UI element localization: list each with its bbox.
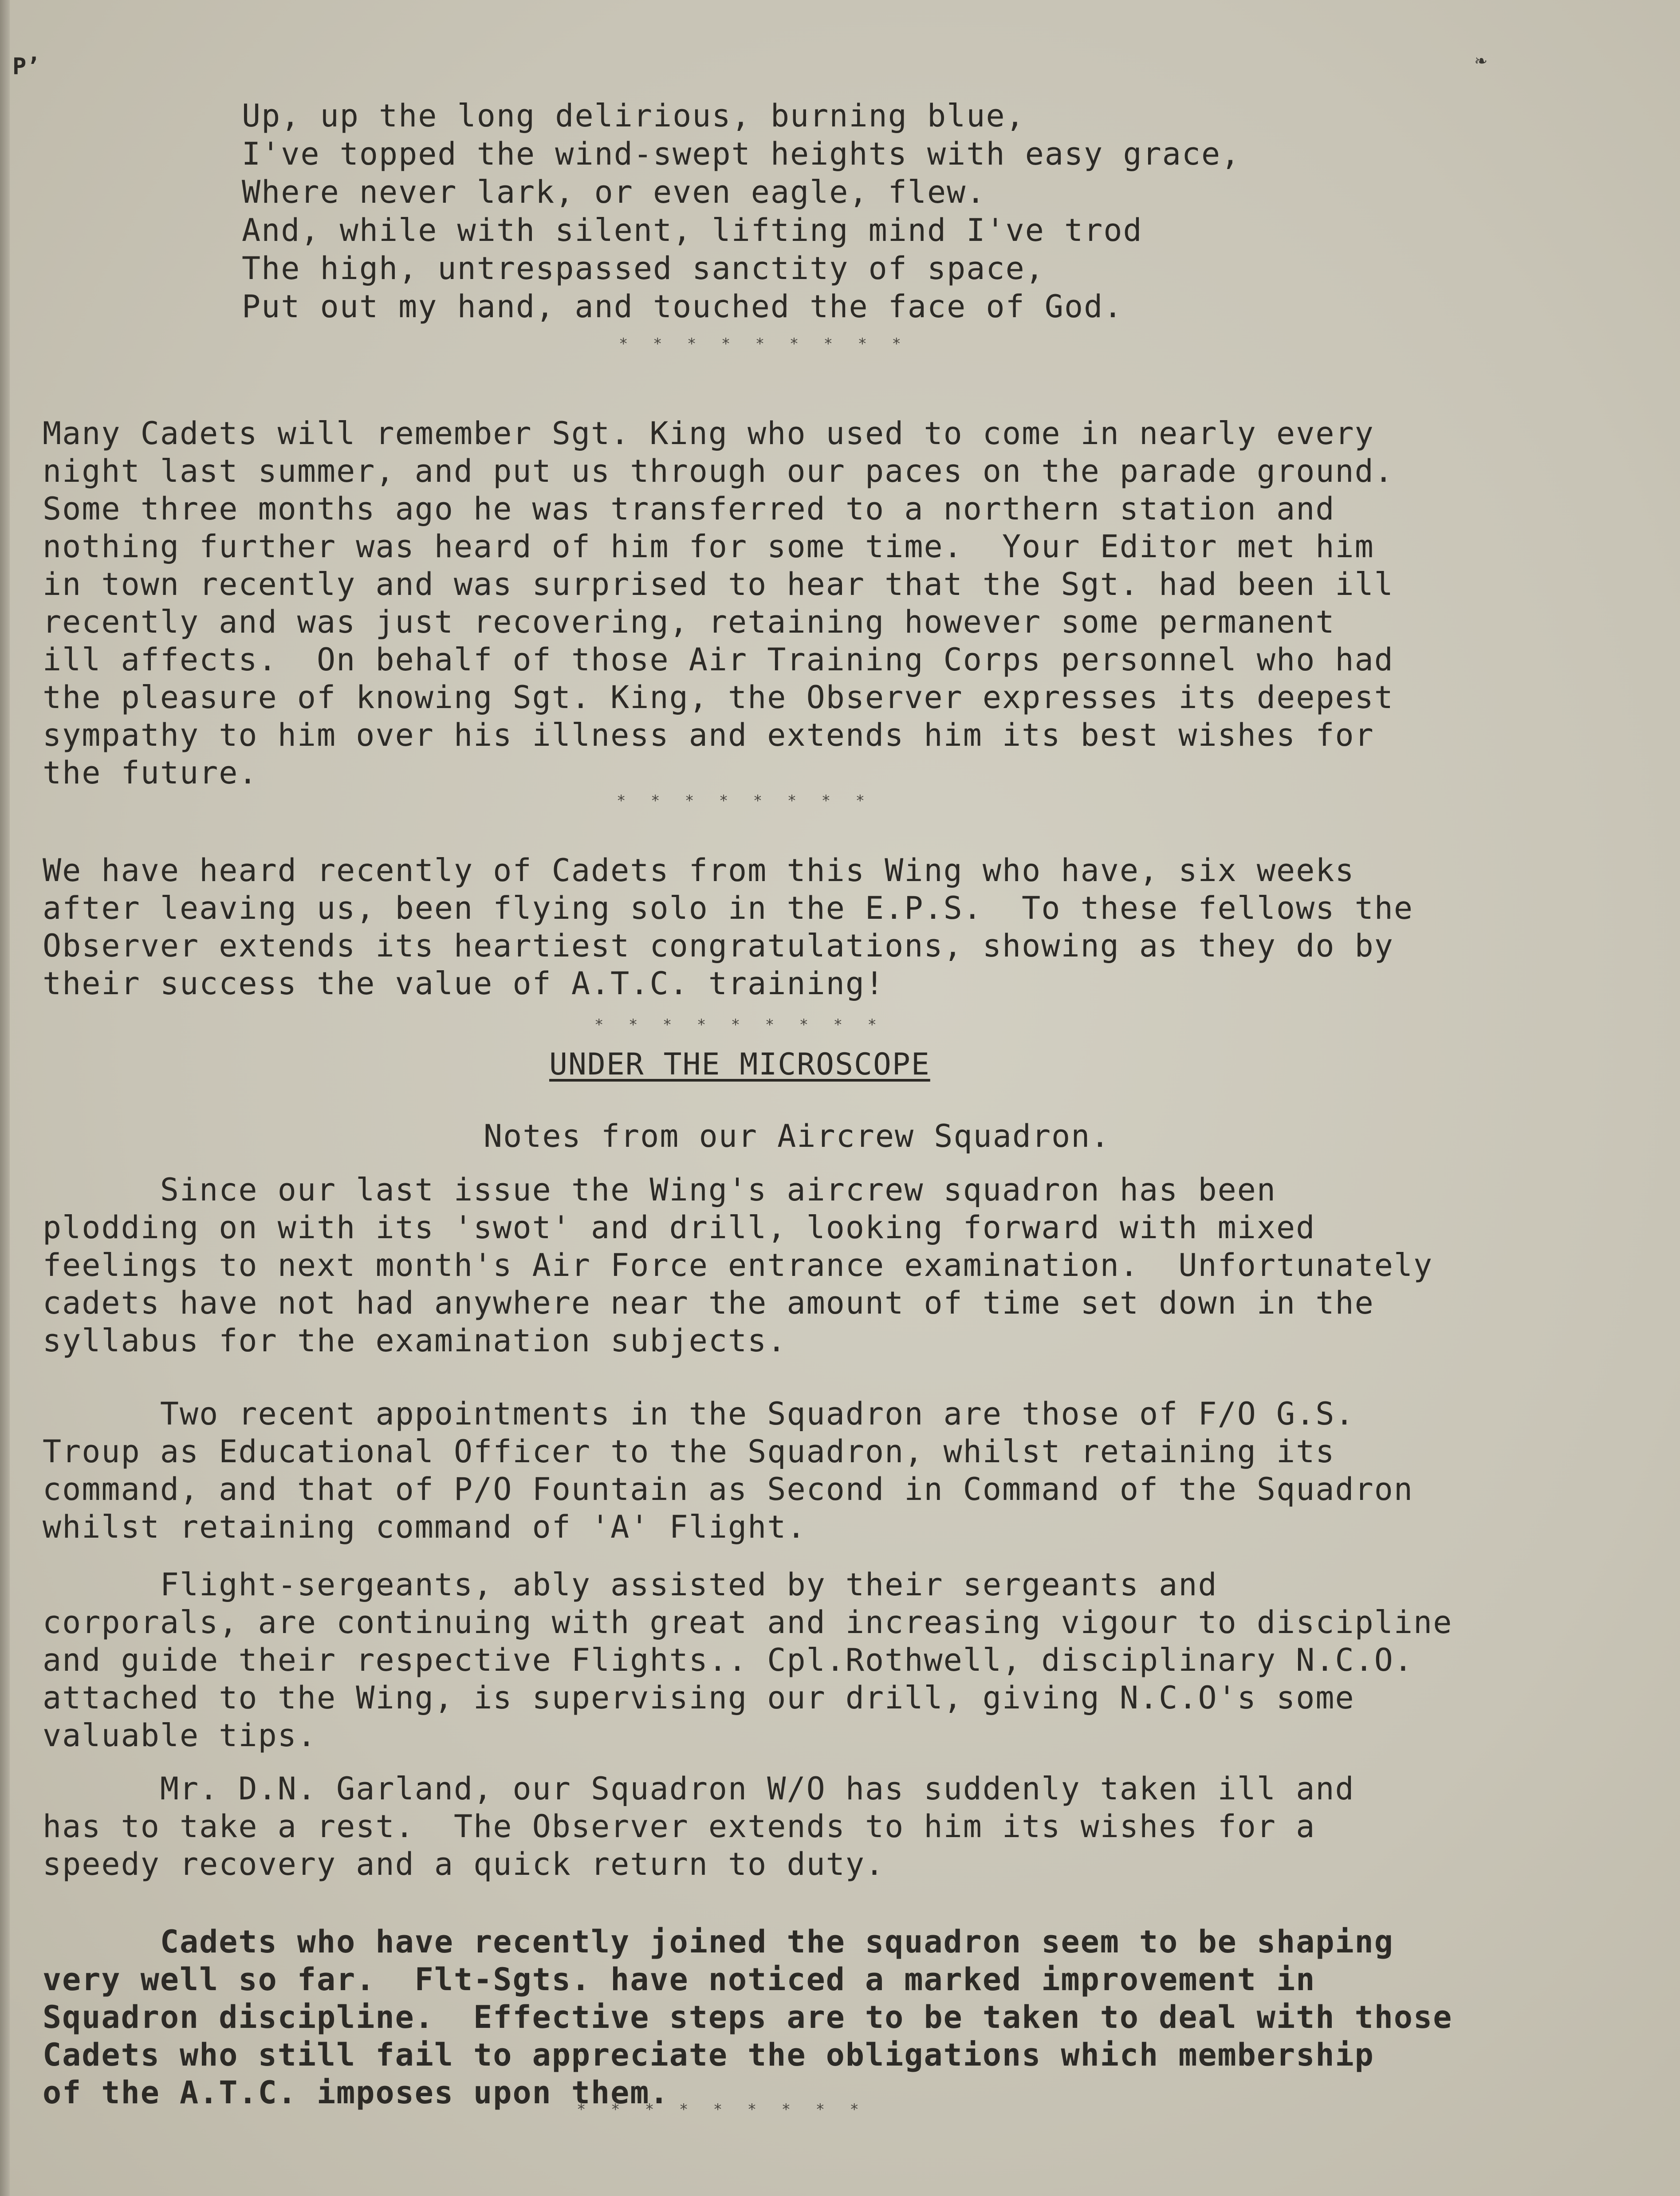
separator-stars: * * * * * * * * *: [577, 2101, 867, 2118]
page-mark: P’: [12, 53, 40, 80]
separator-stars: * * * * * * * *: [617, 792, 873, 810]
section-heading: UNDER THE MICROSCOPE: [549, 1047, 930, 1082]
separator-stars: * * * * * * * * *: [594, 1016, 885, 1034]
separator-stars: * * * * * * * * *: [619, 335, 909, 353]
paragraph-cadets-solo: We have heard recently of Cadets from this Wing who have, six weeks after leaving us, been flying solo in the E.P.S. To these fellows the Observer extends its heartiest congratulations, showing as they do by their success the value of A.T.C. training!: [43, 852, 1414, 1002]
paragraph-appointments: Two recent appointments in the Squadron are those of F/O G.S. Troup as Educational Officer to the Squadron, whilst retaining its command, and that of P/O Fountain as Second in Command of the Squadron whilst retaining command of 'A' Flight.: [43, 1396, 1414, 1545]
paragraph-flight-sergeants: Flight-sergeants, ably assisted by their sergeants and corporals, are continuing with great and increasing vigour to discipline and guide their respective Flights.. Cpl.Rothwell, disciplinary N.C.O. attached to the Wing, is supervising our drill, giving N.C.O's some valuable tips.: [43, 1566, 1453, 1754]
paragraph-garland: Mr. D.N. Garland, our Squadron W/O has suddenly taken ill and has to take a rest. The Observer extends to him its wishes for a speedy recovery and a quick return to duty.: [43, 1771, 1355, 1882]
section-subheading: Notes from our Aircrew Squadron.: [484, 1118, 1110, 1154]
corner-mark: ❧: [1475, 49, 1487, 71]
paragraph-discipline: Cadets who have recently joined the squadron seem to be shaping very well so far. Flt-Sgts. have noticed a marked improvement in Squadron discipline. Effective steps are to be taken to deal with those Cadets who still fail to appreciate the obligations which membership of the A.T.C. imposes upon them.: [43, 1924, 1453, 2111]
poem-stanza: Up, up the long delirious, burning blue, I've topped the wind-swept heights with easy grace, Where never lark, or even eagle, flew. And, while with silent, lifting mind I've trod The high, untrespassed sanctity of space, Put out my hand, and touched the face of God.: [242, 98, 1241, 325]
paragraph-sgt-king: Many Cadets will remember Sgt. King who used to come in nearly every night last summer, and put us through our paces on the parade ground. Some three months ago he was transferred to a northern station and nothing further was heard of him for some time. Your Editor met him in town recently and was surprised to hear that the Sgt. had been ill recently and was just recovering, retaining however some permanent ill affects. On behalf of those Air Training Corps personnel who had the pleasure of knowing Sgt. King, the Observer expresses its deepest sympathy to him over his illness and extends him its best wishes for the future.: [43, 415, 1394, 791]
paragraph-swot: Since our last issue the Wing's aircrew squadron has been plodding on with its 'swot' and drill, looking forward with mixed feelings to next month's Air Force entrance examination. Unfortunately cadets have not had anywhere near the amount of time set down in the syllabus for the examination subjects.: [43, 1172, 1433, 1359]
binding-edge: [0, 0, 10, 2196]
